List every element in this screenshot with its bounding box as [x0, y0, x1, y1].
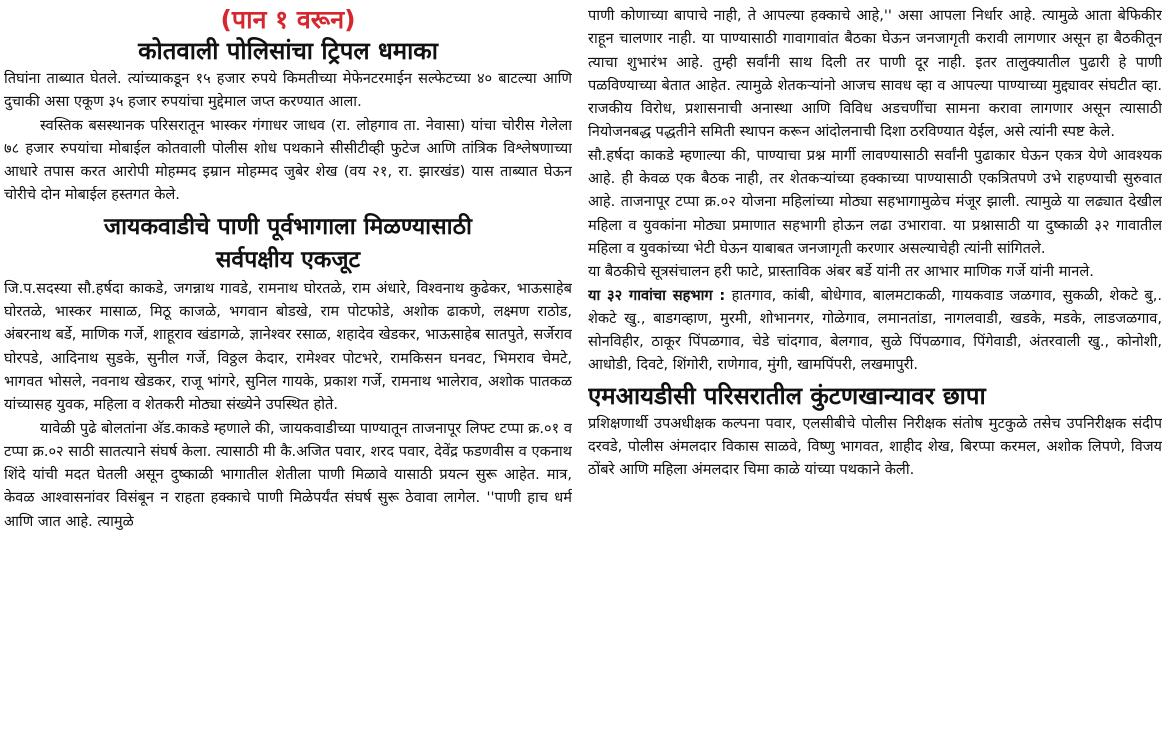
article-midc-headline: एमआयडीसी परिसरातील कुंटणखान्यावर छापा: [588, 381, 986, 410]
article-midc-paragraph-1: प्रशिक्षणार्थी उपअधीक्षक कल्पना पवार, एलसीबीचे पोलीस निरीक्षक संतोष मुटकुळे तसेच उपनिरीक्षक संदीप दरवडे, पोलीस अंमलदार विकास साळवे, विष्णु भागवत, शाहीद शेख, बिरप्पा करमल, अशोक लिपणे, विजय ठोंबरे आणि महिला अंमलदार चिमा काळे यांच्या पथकाने केली.: [588, 414, 1162, 479]
article-jayakwadi-headline-line-1: जायकवाडीचे पाणी पूर्वभागाला मिळण्यासाठी: [104, 213, 472, 240]
villages-lead: या ३२ गावांचा सहभाग :: [588, 286, 726, 304]
villages-paragraph: [588, 284, 1162, 377]
article-jayakwadi-continued-paragraph-3: या बैठकीचे सूत्रसंचालन हरी फाटे, प्रास्ताविक अंबर बर्डे यांनी तर आभार माणिक गर्जे यांनी मानले.: [588, 263, 1094, 281]
article-jayakwadi-paragraph-1: जि.प.सदस्या सौ.हर्षदा काकडे, जगन्नाथ गावडे, रामनाथ घोरतळे, राम अंधारे, विश्वनाथ कुढेकर, भाऊसाहेब घोरतळे, भास्कर मासाळ, मिठू काजळे, भगवान बोडखे, राम पोटफोडे, अशोक ढाकणे, लक्ष्मण राठोड, अंबरनाथ बर्डे, माणिक गर्जे, शाहूराव खंडागळे, ज्ञानेश्वर रसाळ, शहादेव खेडकर, भाऊसाहेब सातपुते, सर्जेराव घोरपडे, आदिनाथ सुडके, सुनील गर्जे, विठ्ठल केदार, रामेश्वर पोटभरे, रामकिसन घनवट, भिमराव चेमटे, भागवत भोसले, नवनाथ खेडकर, राजू भांगरे, सुनिल गायके, प्रकाश गर्जे, रामनाथ भालेराव, अशोक पातकळ यांच्यासह युवक, महिला व शेतकरी मोठ्या संख्येने उपस्थित होते.: [4, 279, 572, 414]
article-jayakwadi-paragraph-2: यावेळी पुढे बोलतांना अ‍ॅड.काकडे म्हणाले की, जायकवाडीच्या पाण्यातून ताजनापूर लिफ्ट टप्पा क्र.०१ व टप्पा क्र.०२ साठी सातत्याने संघर्ष केला. त्यासाठी मी कै.अजित पवार, शरद पवार, देवेंद्र फडणवीस व एकनाथ शिंदे यांची मदत घेतली असून दुष्काळी भागातील शेतीला पाणी मिळावे यासाठी प्रयत्न सुरू आहेत. मात्र, केवळ आश्वासनांवर विसंबून न राहता हक्काचे पाणी मिळेपर्यंत संघर्ष सुरू ठेवावा लागेल. ''पाणी हाच धर्म आणि जात आहे. त्यामुळे: [4, 419, 572, 530]
right-column: [588, 4, 1162, 730]
article-kotwali-paragraph-1: तिघांना ताब्यात घेतले. त्यांच्याकडून १५ हजार रुपये किमतीच्या मेफेनटरमाईन सल्फेटच्या ४० बाटल्या आणि दुचाकी असा एकूण ३५ हजार रुपयांचा मुद्देमाल जप्त करण्यात आला.: [4, 70, 572, 111]
article-jayakwadi-continued-paragraph-1: पाणी कोणाच्या बापाचे नाही, ते आपल्या हक्काचे आहे,'' असा आपला निर्धार आहे. त्यामुळे आता बेफिकीर राहून चालणार नाही. या पाण्यासाठी गावागावांत बैठका घेऊन जनजागृती करावी लागणार असून हा बैठकीतून त्याचा शुभारंभ आहे. तुम्ही सर्वांनी साथ दिली तर पाणी दूर नाही. इतर तालुक्यातील पुढारी हे पाणी पळविण्याच्या बेतात आहेत. त्यामुळे शेतकऱ्यांनो आजच सावध व्हा व आपल्या पाण्याच्या मुद्द्यावर संघटीत व्हा. राजकीय विरोध, प्रशासनाची अनास्था आणि विविध अडचणींचा सामना करावा लागणार असून त्यासाठी नियोजनबद्ध पद्धतीने समिती स्थापन करून आंदोलनाची दिशा ठरविण्यात येईल, असे त्यांनी स्पष्ट केले.: [588, 7, 1162, 141]
article-kotwali-headline: कोतवाली पोलिसांचा ट्रिपल धमाका: [138, 37, 438, 65]
continued-from-page-label: (पान १ वरून): [220, 5, 356, 34]
article-jayakwadi-headline-line-2: सर्वपक्षीय एकजूट: [215, 246, 361, 273]
article-kotwali-paragraph-2: स्वस्तिक बसस्थानक परिसरातून भास्कर गंगाधर जाधव (रा. लोहगाव ता. नेवासा) यांचा चोरीस गेलेला ७८ हजार रुपयांचा मोबाईल कोतवाली पोलीस शोध पथकाने सीसीटीव्ही फुटेज आणि तांत्रिक विश्लेषणाच्या आधारे तपास करत आरोपी मोहम्मद इम्रान मोहम्मद जुबेर शेख (वय २१, रा. झारखंड) यास ताब्यात घेऊन चोरीचे दोन मोबाईल हस्तगत केले.: [4, 116, 572, 204]
villages-list: हातगाव, कांबी, बोधेगाव, बालमटाकळी, गायकवाड जळगाव, सुकळी, शेकटे बु,. शेकटे खु., बाडगव्हाण, मुरमी, शोभानगर, गोळेगाव, लमानतांडा, नागलवाडी, खडके, मडके, लाडजळगाव, सोनविहीर, ठाकूर पिंपळगाव, चेडे चांदगाव, बेलगाव, सुळे पिंपळगाव, पिंगेवाडी, अंतरवाली खु., कोनोशी, आधोडी, दिवटे, शिंगोरी, राणेगाव, मुंगी, खामपिंपरी, लखमापुरी.: [588, 286, 1162, 374]
article-jayakwadi-continued-paragraph-2: सौ.हर्षदा काकडे म्हणाल्या की, पाण्याचा प्रश्न मार्गी लावण्यासाठी सर्वांनी पुढाकार घेऊन एकत्र येणे आवश्यक आहे. ही केवळ एक बैठक नाही, तर शेतकऱ्यांच्या हक्काच्या पाण्यासाठी एकत्रितपणे उभे राहण्याची सुरुवात आहे. ताजनापूर टप्पा क्र.०२ योजना महिलांच्या मोठ्या सहभागामुळेच मंजूर झाली. त्यामुळे या लढ्यात देखील महिला व युवकांना मोठ्या प्रमाणात सहभागी होऊन लढा उभारावा. या प्रश्नासाठी या दुष्काळी ३२ गावातील महिला व युवकांच्या भेटी घेऊन याबाबत जनजागृती करणार असल्याचेही त्यांनी सांगितले.: [588, 146, 1162, 257]
left-column: [4, 4, 572, 730]
